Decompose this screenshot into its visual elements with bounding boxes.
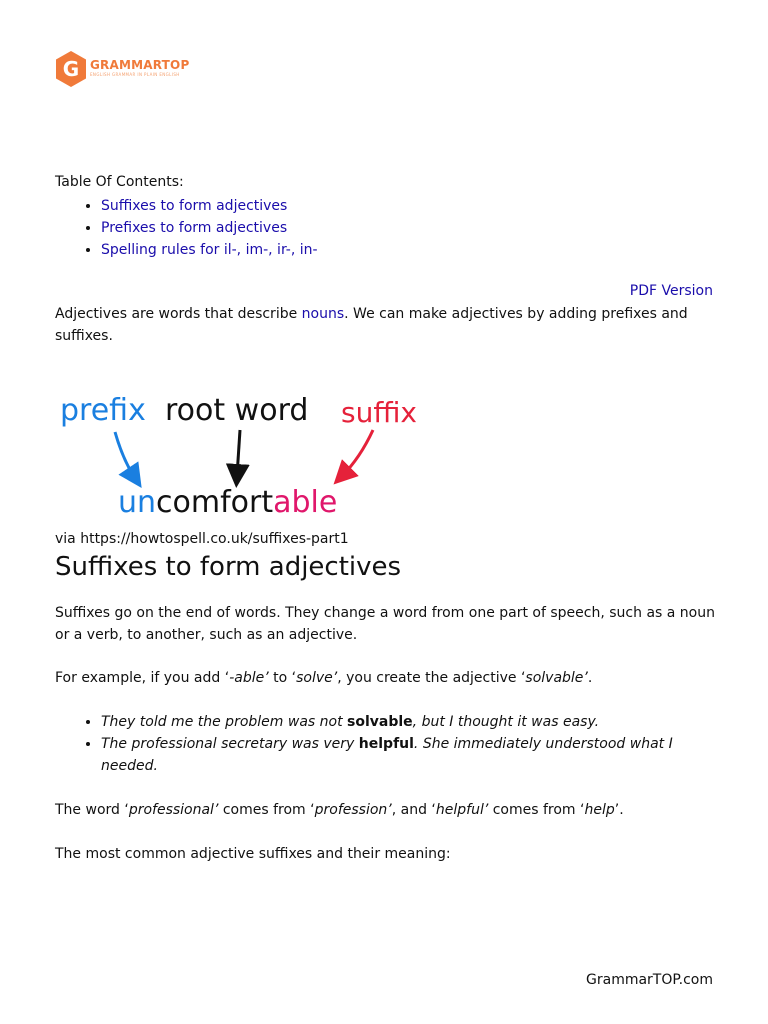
- common-suffixes-paragraph: The most common adjective suffixes and their meaning:: [55, 846, 451, 862]
- example-word: [118, 485, 337, 520]
- sentence-bold: helpful: [358, 736, 414, 752]
- example-text: .: [587, 670, 593, 686]
- sentence-bold: solvable: [347, 714, 413, 730]
- example-text: , you create the adjective ‘: [337, 670, 526, 686]
- example-solve: solve’: [296, 670, 338, 686]
- note-professional: professional’: [128, 802, 219, 818]
- list-item: [101, 711, 711, 733]
- label-prefix: prefix: [60, 393, 146, 428]
- note-help: help: [584, 802, 615, 818]
- toc-item: [101, 217, 318, 239]
- sentence-text: . She immediately understood what I needed.: [101, 736, 673, 774]
- example-text: to ‘: [268, 670, 297, 686]
- intro-paragraph: [55, 303, 715, 347]
- example-sentences: [84, 711, 711, 777]
- logo-tagline: ENGLISH GRAMMAR IN PLAIN ENGLISH: [90, 71, 180, 77]
- sentence-text: The professional secretary was very: [101, 736, 359, 752]
- toc-list: [84, 195, 318, 261]
- prefix-root-suffix-diagram: [55, 380, 455, 520]
- label-root-word: root word: [165, 393, 309, 428]
- grammartop-logo[interactable]: [54, 50, 189, 88]
- note-text: comes from ‘: [488, 802, 585, 818]
- list-item: [101, 733, 711, 777]
- sentence-text: They told me the problem was not: [101, 714, 348, 730]
- note-text: comes from ‘: [218, 802, 315, 818]
- example-paragraph: [55, 667, 715, 689]
- logo-name-a: GRAMMAR: [90, 57, 162, 72]
- note-text: The word ‘: [55, 802, 129, 818]
- example-text: For example, if you add ‘: [55, 670, 230, 686]
- intro-text-after: . We can make adjectives by adding prefixes and suffixes.: [55, 306, 688, 344]
- root-arrow: [237, 430, 240, 476]
- word-note-paragraph: [55, 799, 715, 821]
- image-source: via https://howtospell.co.uk/suffixes-part1: [55, 531, 349, 547]
- word-suffix: able: [273, 485, 338, 520]
- toc-title: Table Of Contents:: [55, 174, 184, 190]
- toc-link-spelling-rules[interactable]: Spelling rules for il-, im-, ir-, in-: [101, 242, 318, 258]
- suffixes-paragraph: Suffixes go on the end of words. They change a word from one part of speech, such as a noun or a verb, to another, such as an adjective.: [55, 605, 715, 643]
- logo-hexagon-icon: [54, 50, 88, 88]
- logo-name-b: TOP: [161, 57, 190, 72]
- note-profession: profession’: [314, 802, 392, 818]
- toc-item: [101, 195, 318, 217]
- suffix-arrow: [342, 430, 373, 476]
- note-text: ’.: [614, 802, 624, 818]
- pdf-version-link[interactable]: PDF Version: [629, 283, 713, 299]
- logo-letter: G: [62, 57, 80, 81]
- example-able: -able’: [229, 670, 269, 686]
- logo-name: [90, 58, 189, 72]
- section-heading: Suffixes to form adjectives: [55, 552, 402, 582]
- word-root: comfort: [156, 485, 274, 520]
- toc-link-prefixes[interactable]: Prefixes to form adjectives: [101, 220, 288, 236]
- prefix-arrow: [115, 432, 135, 478]
- intro-text-before: Adjectives are words that describe: [55, 306, 302, 322]
- toc-item: [101, 239, 318, 261]
- sentence-text: , but I thought it was easy.: [412, 714, 600, 730]
- nouns-link[interactable]: nouns: [301, 306, 345, 322]
- word-prefix: un: [118, 485, 157, 520]
- example-solvable: solvable’: [525, 670, 588, 686]
- toc-link-suffixes[interactable]: Suffixes to form adjectives: [101, 198, 288, 214]
- note-text: , and ‘: [391, 802, 436, 818]
- label-suffix: suffix: [341, 396, 417, 429]
- note-helpful: helpful’: [435, 802, 489, 818]
- footer-site: GrammarTOP.com: [586, 972, 713, 988]
